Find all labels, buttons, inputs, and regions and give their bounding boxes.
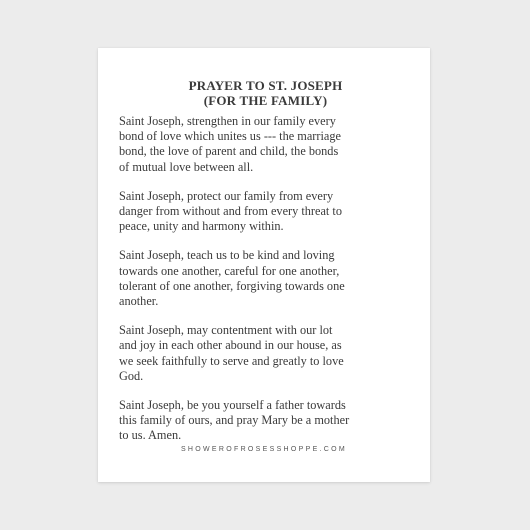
paragraph-5 — [119, 398, 416, 444]
paragraph-line: Saint Joseph, may contentment with our lot — [119, 323, 333, 338]
paragraph-line: bond of love which unites us --- the marriage — [119, 129, 341, 144]
paragraph-4 — [119, 323, 416, 384]
paragraph-line: Saint Joseph, protect our family from every — [119, 188, 334, 203]
paragraph-line: and joy in each other abound in our house, as — [119, 338, 342, 353]
website-footer: SHOWEROFROSESSHOPPE.COM — [180, 446, 348, 453]
paragraph-line: Saint Joseph, be you yourself a father towards — [119, 398, 346, 413]
paragraph-line: to us. Amen. — [119, 428, 182, 443]
paragraph-line: tolerant of one another, forgiving towards one — [119, 278, 345, 293]
prayer-card — [98, 48, 430, 482]
paragraph-line: this family of ours, and pray Mary be a mother — [119, 413, 350, 428]
prayer-title — [119, 78, 416, 108]
paragraph-2 — [119, 189, 416, 235]
title-line-2: (FOR THE FAMILY) — [203, 93, 328, 108]
paragraph-line: God. — [119, 368, 144, 383]
paragraph-line: towards one another, careful for one another, — [119, 263, 340, 278]
paragraph-line: Saint Joseph, teach us to be kind and loving — [119, 248, 335, 263]
title-line-1: PRAYER TO ST. JOSEPH — [188, 78, 343, 93]
paragraph-line: peace, unity and harmony within. — [119, 219, 284, 234]
paragraph-line: bond, the love of parent and child, the bonds — [119, 144, 339, 159]
paragraph-line: danger from without and from every threat to — [119, 204, 342, 219]
paragraph-3 — [119, 248, 416, 309]
paragraph-line: of mutual love between all. — [119, 159, 254, 174]
paragraph-line: Saint Joseph, strengthen in our family every — [119, 114, 336, 128]
paragraph-line: we seek faithfully to serve and greatly to love — [119, 353, 344, 368]
paragraph-line: another. — [119, 294, 159, 309]
paragraph-1 — [119, 114, 416, 175]
